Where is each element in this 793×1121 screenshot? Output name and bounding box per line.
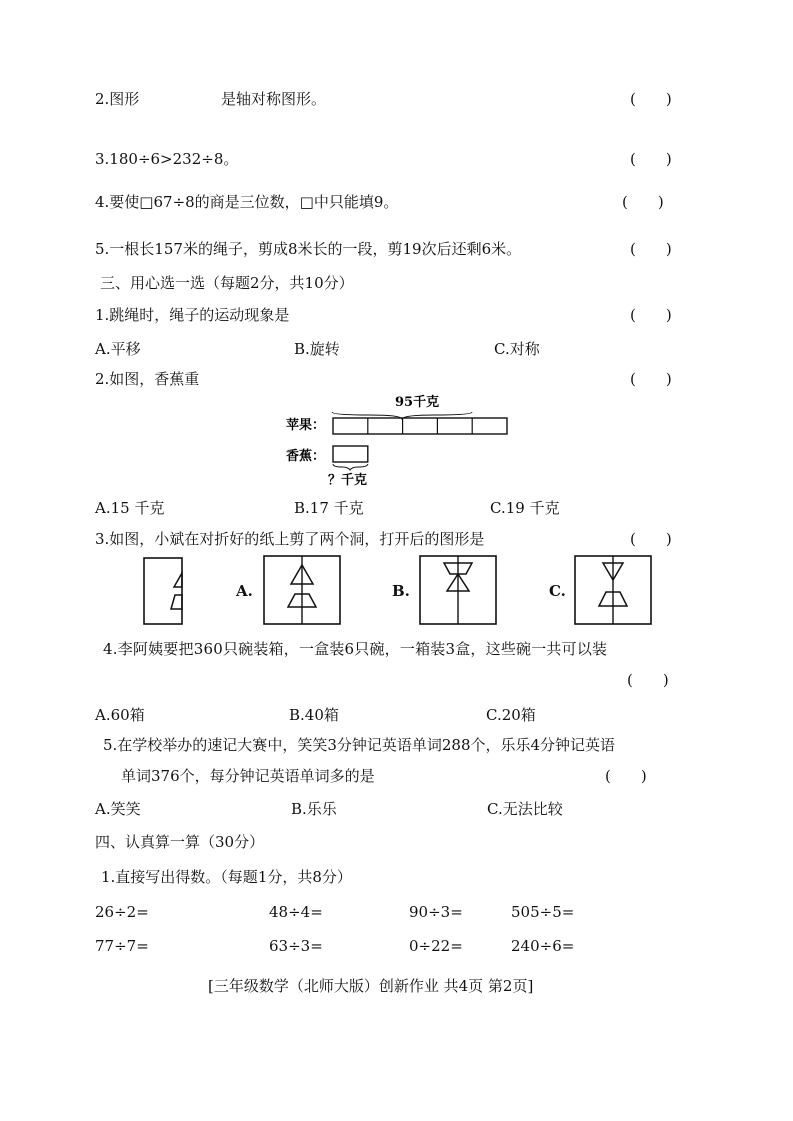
answer-paren: ( ) bbox=[630, 150, 672, 168]
choice-q5-b: B.乐乐 bbox=[291, 800, 337, 818]
folded-paper-figure bbox=[143, 557, 185, 625]
answer-paren: ( ) bbox=[605, 767, 647, 785]
choice-q1-stem: 1.跳绳时，绳子的运动现象是 bbox=[95, 306, 290, 324]
calc-item: 0÷22= bbox=[409, 937, 463, 955]
section4-title: 四、认真算一算（30分） bbox=[95, 833, 265, 851]
choice-q5-c: C.无法比较 bbox=[487, 800, 563, 818]
judge-q5: 5.一根长157米的绳子，剪成8米长的一段，剪19次后还剩6米。 bbox=[95, 240, 522, 258]
diagram-total-label: 95千克 bbox=[395, 395, 440, 410]
calc-item: 48÷4= bbox=[269, 903, 323, 921]
answer-paren: ( ) bbox=[630, 240, 672, 258]
calc-item: 63÷3= bbox=[269, 937, 323, 955]
answer-paren: ( ) bbox=[630, 530, 672, 548]
choice-q3-b-label: B. bbox=[392, 582, 410, 600]
page-footer: [三年级数学（北师大版）创新作业 共4页 第2页] bbox=[208, 977, 534, 995]
option-c-figure bbox=[574, 555, 652, 625]
choice-q4-c: C.20箱 bbox=[486, 706, 536, 724]
answer-paren: ( ) bbox=[630, 370, 672, 388]
choice-q2-stem: 2.如图，香蕉重 bbox=[95, 370, 200, 388]
diagram-unknown-label: ？千克 bbox=[328, 473, 368, 488]
answer-paren: ( ) bbox=[627, 671, 669, 689]
calc-item: 26÷2= bbox=[95, 903, 149, 921]
choice-q1-a: A.平移 bbox=[95, 340, 141, 358]
answer-paren: ( ) bbox=[630, 306, 672, 324]
choice-q5-line2: 单词376个，每分钟记英语单词多的是 bbox=[121, 767, 375, 785]
section4-sub1: 1.直接写出得数。（每题1分，共8分） bbox=[101, 868, 352, 886]
calc-item: 90÷3= bbox=[409, 903, 463, 921]
calc-item: 240÷6= bbox=[511, 937, 575, 955]
choice-q2-b: B.17 千克 bbox=[294, 499, 364, 517]
choice-q4-stem: 4.李阿姨要把360只碗装箱，一盒装6只碗，一箱装3盒，这些碗一共可以装 bbox=[103, 640, 608, 658]
apple-bar bbox=[333, 418, 507, 434]
choice-q3-a-label: A. bbox=[236, 582, 253, 600]
choice-q1-b: B.旋转 bbox=[294, 340, 340, 358]
diagram-banana-label: 香蕉： bbox=[286, 449, 326, 464]
choice-q5-line1: 5.在学校举办的速记大赛中，笑笑3分钟记英语单词288个，乐乐4分钟记英语 bbox=[103, 736, 616, 754]
calc-item: 77÷7= bbox=[95, 937, 149, 955]
judge-q4: 4.要使□67÷8的商是三位数，□中只能填9。 bbox=[95, 193, 399, 211]
choice-q3-stem: 3.如图，小斌在对折好的纸上剪了两个洞，打开后的图形是 bbox=[95, 530, 485, 548]
section3-title: 三、用心选一选（每题2分，共10分） bbox=[100, 274, 354, 292]
choice-q1-c: C.对称 bbox=[494, 340, 540, 358]
banana-bar bbox=[333, 446, 368, 462]
choice-q3-c-label: C. bbox=[549, 582, 566, 600]
calc-item: 505÷5= bbox=[511, 903, 575, 921]
fruit-bar-diagram bbox=[280, 390, 520, 490]
answer-paren: ( ) bbox=[630, 90, 672, 108]
choice-q4-b: B.40箱 bbox=[289, 706, 339, 724]
choice-q4-a: A.60箱 bbox=[95, 706, 145, 724]
judge-q2-prefix: 2.图形 bbox=[95, 90, 140, 108]
judge-q2-suffix: 是轴对称图形。 bbox=[221, 90, 327, 108]
choice-q2-a: A.15 千克 bbox=[95, 499, 165, 517]
choice-q5-a: A.笑笑 bbox=[95, 800, 141, 818]
choice-q2-c: C.19 千克 bbox=[490, 499, 560, 517]
judge-q3: 3.180÷6>232÷8。 bbox=[95, 150, 239, 168]
option-b-figure bbox=[419, 555, 497, 625]
diagram-apple-label: 苹果： bbox=[286, 418, 326, 433]
option-a-figure bbox=[263, 555, 341, 625]
answer-paren: ( ) bbox=[622, 193, 664, 211]
diagram-brace bbox=[333, 464, 368, 470]
